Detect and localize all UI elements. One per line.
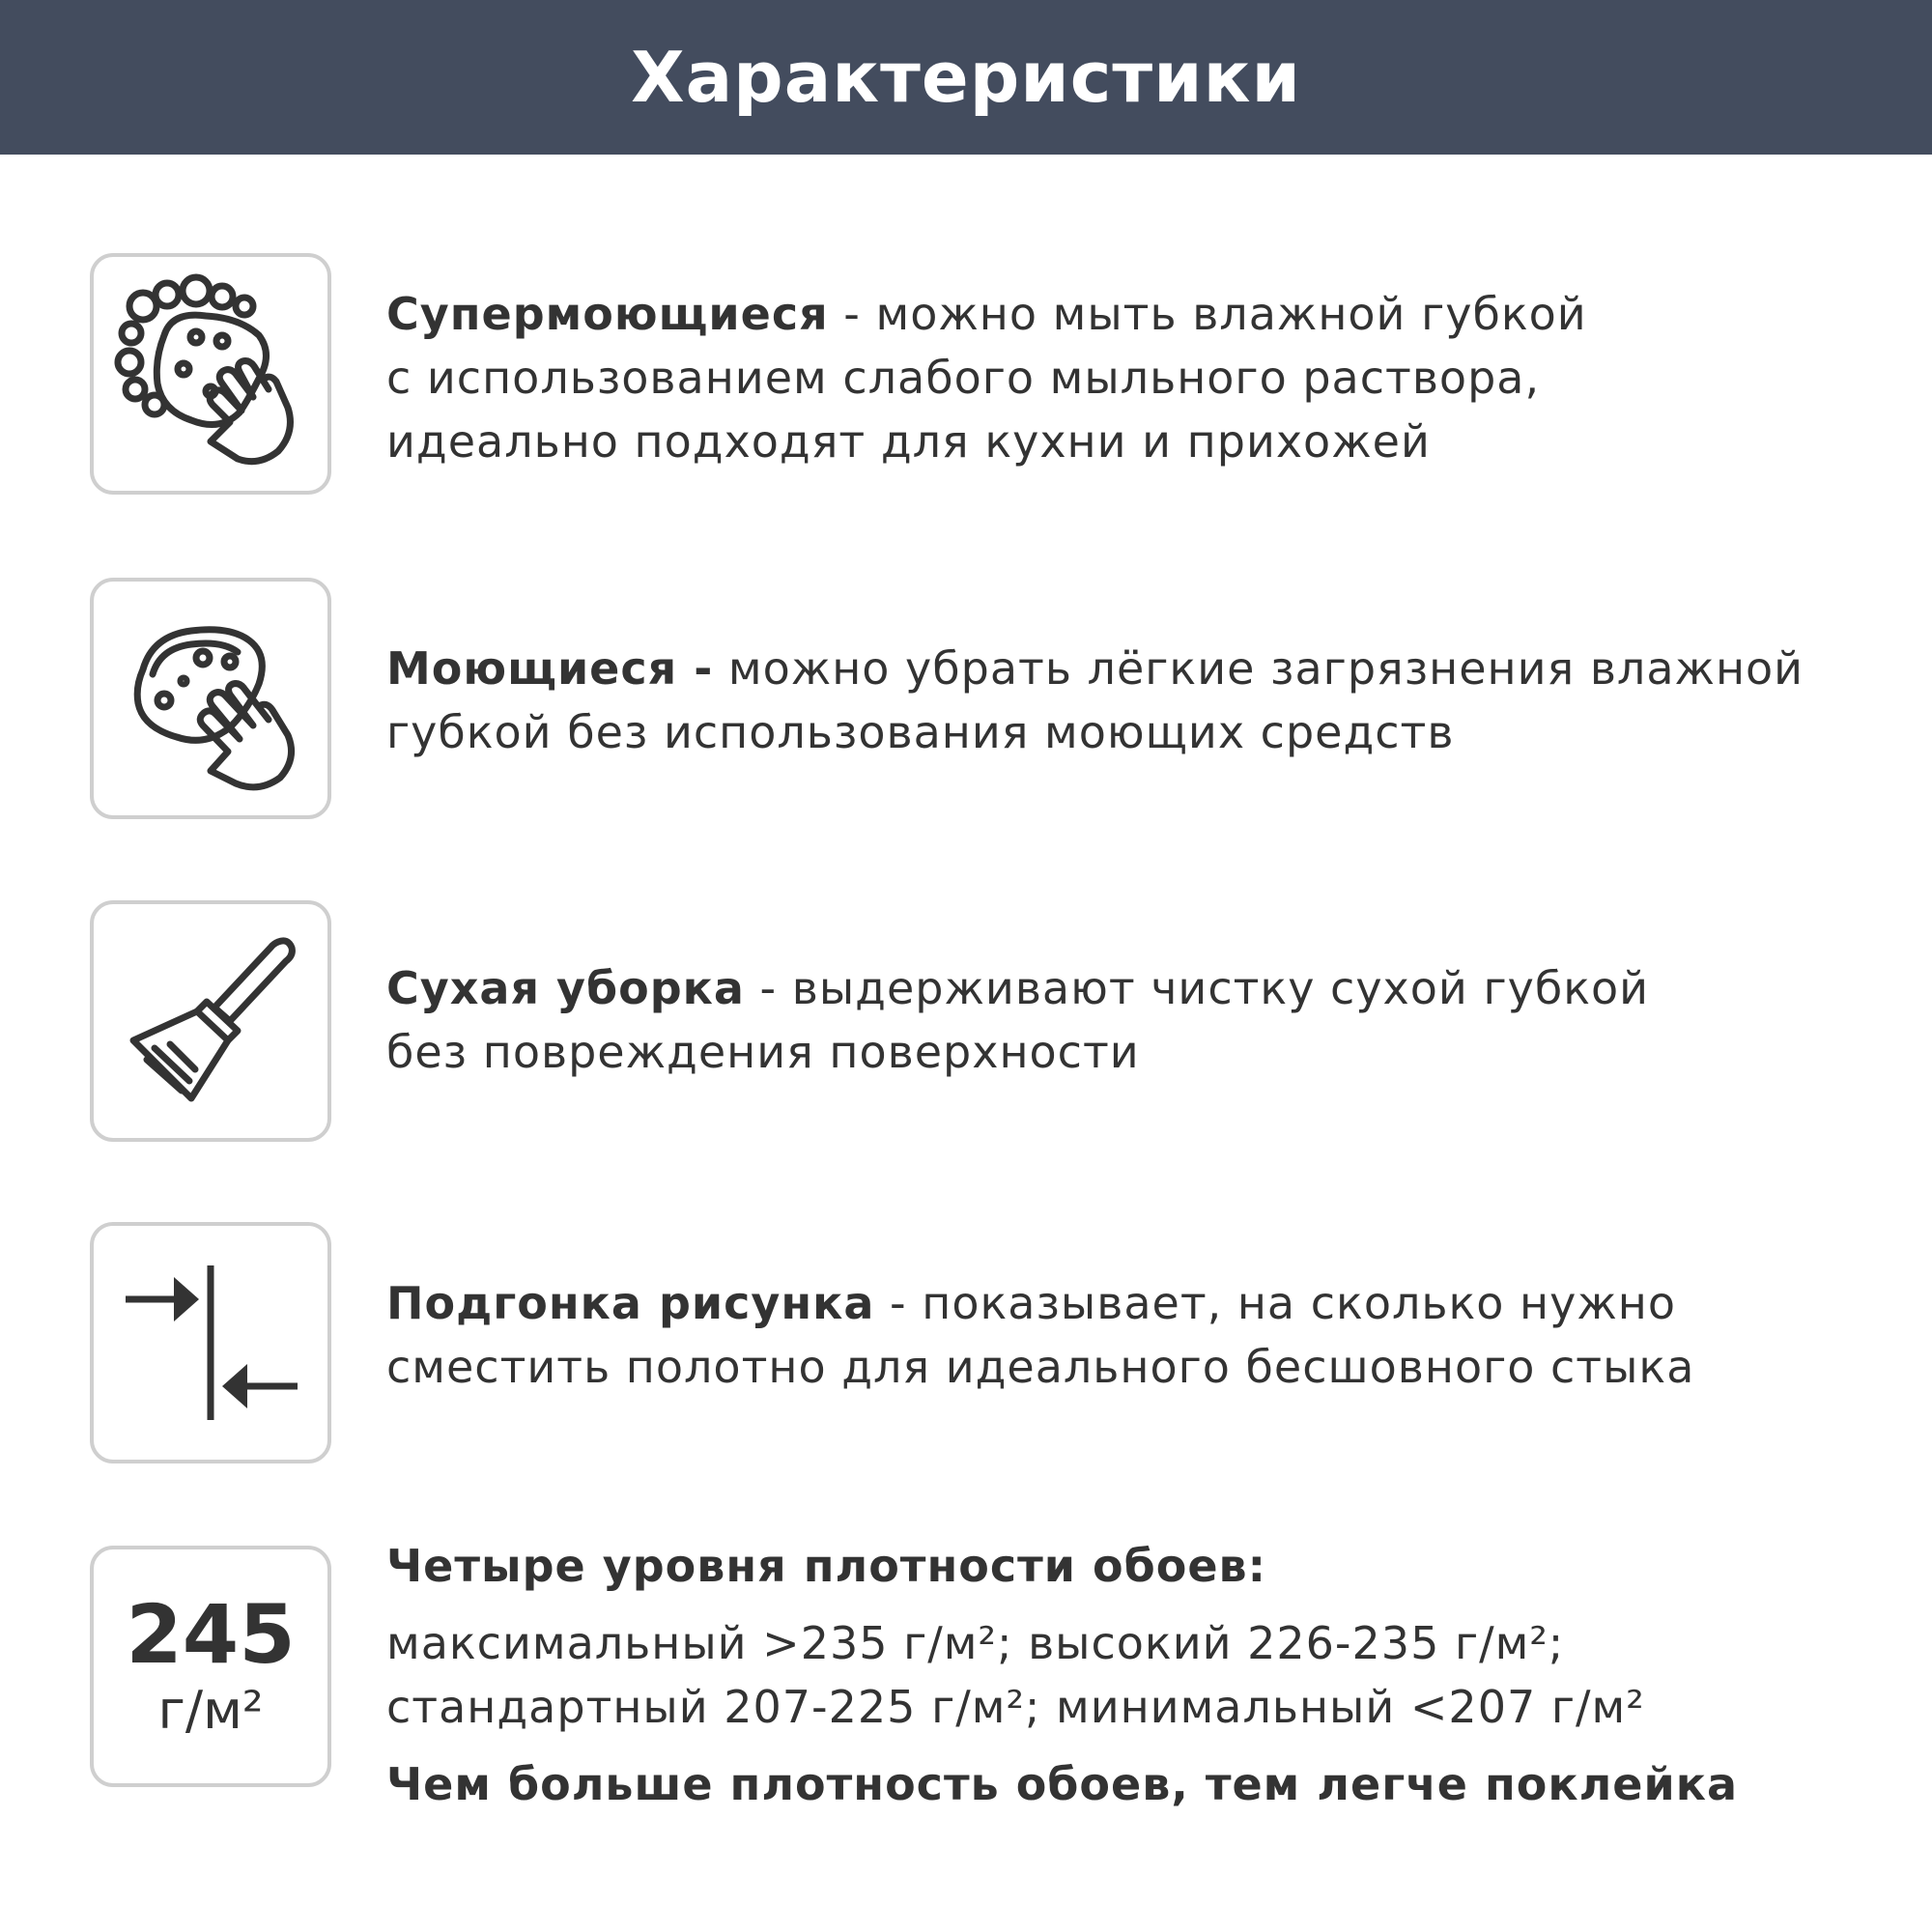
item-description: - выдерживают чистку сухой губкой [744,962,1650,1014]
item-title: Сухая уборка [386,962,745,1014]
item-line [386,1271,1797,1335]
density-badge [90,1546,331,1787]
item-description: без повреждения поверхности [386,1026,1140,1078]
item-line [386,637,1804,700]
item-description: - показывает, на сколько нужно [874,1277,1676,1329]
density-unit: г/м² [157,1680,264,1741]
item-description: - можно мыть влажной губкой [828,288,1587,340]
item-footer: Чем больше плотность обоев, тем легче поклейка [386,1758,1739,1810]
icon-box-dry-cleaning [90,900,331,1142]
item-super-washable [386,282,1797,473]
header-bar [0,0,1932,155]
icon-box-super-washable [90,253,331,495]
item-title: Подгонка рисунка [386,1277,875,1329]
item-description: можно убрать лёгкие загрязнения влажной [713,642,1804,695]
icon-box-pattern-match [90,1222,331,1463]
item-description: идеально подходят для кухни и прихожей [386,415,1431,468]
pattern-match-arrows-icon [114,1246,307,1439]
item-title: Моющиеся - [386,642,714,695]
density-number: 245 [126,1587,296,1682]
item-washable [386,637,1804,764]
item-pattern-match [386,1271,1797,1399]
item-line [386,282,1797,346]
item-description: максимальный >235 г/м²; высокий 226-235 г/м²; [386,1617,1565,1669]
item-title: Супермоющиеся [386,288,829,340]
item-density [386,1534,1797,1816]
item-description: с использованием слабого мыльного раствора, [386,352,1541,404]
item-title: Четыре уровня плотности обоев: [386,1540,1267,1592]
density-badge-content [126,1587,296,1741]
brush-icon [114,924,307,1118]
soap-sponge-hand-icon [114,277,307,470]
item-description: губкой без использования моющих средств [386,706,1455,758]
item-line [386,956,1797,1020]
item-description: стандартный 207-225 г/м²; минимальный <207 г/м² [386,1681,1645,1733]
sponge-hand-icon [114,602,307,795]
item-description: сместить полотно для идеального бесшовного стыка [386,1341,1695,1393]
page-title: Характеристики [631,37,1301,118]
item-dry-cleaning [386,956,1797,1084]
icon-box-washable [90,578,331,819]
